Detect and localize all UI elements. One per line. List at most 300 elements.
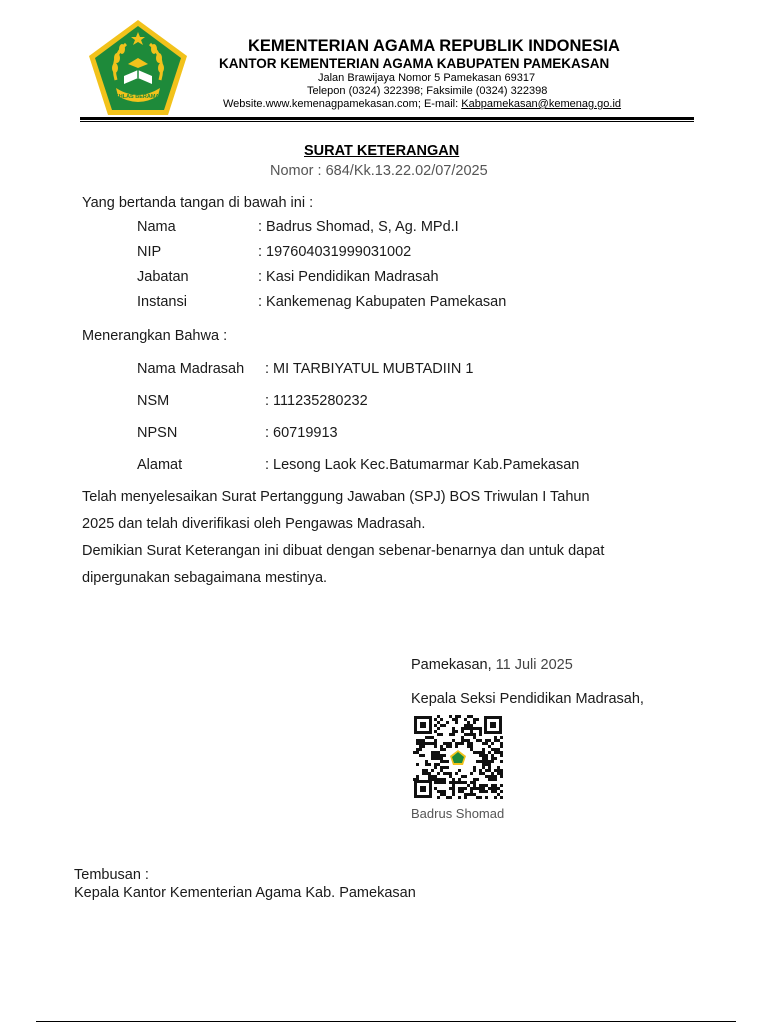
qr-module <box>479 772 482 775</box>
qr-module <box>497 772 500 775</box>
qr-module <box>467 784 470 787</box>
qr-module <box>440 769 443 772</box>
qr-module <box>488 745 491 748</box>
qr-module <box>425 742 428 745</box>
qr-module <box>485 739 488 742</box>
qr-module <box>479 733 482 736</box>
qr-module <box>476 727 479 730</box>
qr-module <box>443 772 446 775</box>
qr-module <box>500 775 503 778</box>
school-address-value: : Lesong Laok Kec.Batumarmar Kab.Pamekasan <box>265 457 580 473</box>
qr-module <box>434 775 437 778</box>
qr-module <box>476 778 479 781</box>
qr-module <box>446 721 449 724</box>
qr-module <box>425 760 428 763</box>
qr-module <box>452 787 455 790</box>
qr-module <box>479 769 482 772</box>
qr-module <box>443 766 446 769</box>
qr-module <box>464 718 467 721</box>
signer-name-label: Nama <box>137 219 176 235</box>
qr-module <box>500 742 503 745</box>
qr-module <box>434 739 437 742</box>
qr-module <box>488 739 491 742</box>
qr-module <box>476 787 479 790</box>
qr-module <box>443 781 446 784</box>
qr-module <box>467 733 470 736</box>
qr-module <box>500 796 503 799</box>
qr-module <box>470 727 473 730</box>
qr-module <box>437 772 440 775</box>
qr-module <box>416 763 419 766</box>
school-name-label: Nama Madrasah <box>137 361 245 377</box>
qr-module <box>494 757 497 760</box>
signature-date: 11 Juli 2025 <box>491 657 573 673</box>
qr-module <box>491 775 494 778</box>
qr-module <box>431 775 434 778</box>
qr-module <box>437 778 440 781</box>
qr-module <box>470 742 473 745</box>
qr-module <box>500 736 503 739</box>
qr-module <box>416 742 419 745</box>
qr-module <box>434 730 437 733</box>
qr-module <box>470 733 473 736</box>
qr-module <box>431 742 434 745</box>
qr-module <box>473 727 476 730</box>
signature-position: Kepala Seksi Pendidikan Madrasah, <box>411 691 644 707</box>
qr-module <box>494 739 497 742</box>
qr-module <box>485 757 488 760</box>
qr-module <box>461 742 464 745</box>
qr-module <box>500 745 503 748</box>
school-nsm-label: NSM <box>137 393 170 409</box>
qr-module <box>491 790 494 793</box>
signer-name: Badrus Shomad <box>411 806 505 821</box>
qr-module <box>479 784 482 787</box>
qr-module <box>437 727 440 730</box>
qr-module <box>485 760 488 763</box>
school-nsm-value: : 111235280232 <box>265 393 368 409</box>
qr-module <box>479 790 482 793</box>
qr-module <box>491 754 494 757</box>
qr-module <box>458 769 461 772</box>
qr-module <box>449 742 452 745</box>
qr-module <box>449 781 452 784</box>
qr-module <box>485 784 488 787</box>
qr-module <box>494 778 497 781</box>
qr-module <box>482 757 485 760</box>
qr-module <box>452 778 455 781</box>
qr-module <box>485 754 488 757</box>
qr-module <box>476 751 479 754</box>
qr-module <box>437 751 440 754</box>
office-web <box>223 98 621 110</box>
qr-module <box>452 739 455 742</box>
qr-module <box>482 742 485 745</box>
qr-module <box>470 748 473 751</box>
states-heading: Menerangkan Bahwa : <box>82 328 228 344</box>
qr-module <box>440 793 443 796</box>
qr-module <box>419 745 422 748</box>
qr-module <box>443 790 446 793</box>
qr-module <box>464 793 467 796</box>
office-address: Jalan Brawijaya Nomor 5 Pamekasan 69317 <box>318 72 536 84</box>
qr-module <box>449 772 452 775</box>
qr-module <box>497 787 500 790</box>
qr-module <box>422 754 425 757</box>
qr-module <box>461 736 464 739</box>
paragraph-line: dipergunakan sebagaimana mestinya. <box>82 570 328 586</box>
qr-module <box>446 796 449 799</box>
qr-module <box>458 781 461 784</box>
qr-module <box>461 781 464 784</box>
signer-name-value: : Badrus Shomad, S, Ag. MPd.I <box>258 219 459 235</box>
qr-module <box>464 727 467 730</box>
qr-module <box>455 745 458 748</box>
ministry-logo <box>86 18 190 118</box>
signer-nip-value: : 197604031999031002 <box>258 244 412 260</box>
qr-module <box>500 769 503 772</box>
qr-module <box>449 796 452 799</box>
seal-motto: IKHLAS BERAMAL <box>113 94 163 100</box>
qr-module <box>419 739 422 742</box>
header-rule <box>80 117 694 120</box>
footer-rule <box>36 1021 736 1022</box>
qr-module <box>500 784 503 787</box>
qr-module <box>434 745 437 748</box>
email-link[interactable]: Kabpamekasan@kemenag.go.id <box>461 98 622 110</box>
qr-module <box>455 715 458 718</box>
qr-module <box>473 751 476 754</box>
qr-module <box>428 775 431 778</box>
qr-module <box>488 778 491 781</box>
qr-module <box>440 766 443 769</box>
qr-module <box>440 754 443 757</box>
signature-place-date <box>411 657 573 673</box>
qr-module <box>494 775 497 778</box>
qr-module <box>494 784 497 787</box>
qr-module <box>446 760 449 763</box>
qr-module <box>467 793 470 796</box>
qr-module <box>482 787 485 790</box>
qr-module <box>485 769 488 772</box>
qr-module <box>437 754 440 757</box>
qr-module <box>437 781 440 784</box>
qr-module <box>452 733 455 736</box>
qr-module <box>416 739 419 742</box>
qr-module <box>497 766 500 769</box>
qr-module <box>473 778 476 781</box>
qr-module <box>455 721 458 724</box>
qr-module <box>434 778 437 781</box>
qr-module <box>452 730 455 733</box>
qr-module <box>470 730 473 733</box>
qr-module <box>461 727 464 730</box>
qr-module <box>461 790 464 793</box>
qr-module <box>431 754 434 757</box>
qr-module <box>488 751 491 754</box>
qr-module <box>500 790 503 793</box>
qr-module <box>494 748 497 751</box>
qr-module <box>482 748 485 751</box>
qr-module <box>485 775 488 778</box>
qr-module <box>434 763 437 766</box>
qr-module <box>416 751 419 754</box>
qr-module <box>491 757 494 760</box>
qr-module <box>482 760 485 763</box>
qr-module <box>494 751 497 754</box>
qr-module <box>470 790 473 793</box>
qr-module <box>482 751 485 754</box>
signature-place: Pamekasan, <box>411 657 492 673</box>
qr-module <box>455 742 458 745</box>
qr-module <box>440 778 443 781</box>
qr-module <box>479 754 482 757</box>
qr-module <box>446 742 449 745</box>
qr-module <box>464 739 467 742</box>
qr-module <box>476 718 479 721</box>
qr-module <box>446 766 449 769</box>
qr-module <box>491 784 494 787</box>
qr-module <box>443 760 446 763</box>
qr-module <box>434 781 437 784</box>
qr-module <box>425 763 428 766</box>
qr-module <box>440 745 443 748</box>
qr-module <box>470 715 473 718</box>
qr-module <box>431 769 434 772</box>
qr-module <box>482 754 485 757</box>
qr-module <box>434 751 437 754</box>
qr-module <box>467 721 470 724</box>
qr-module <box>443 754 446 757</box>
school-npsn-value: : 60719913 <box>265 425 338 441</box>
header-rule-thin <box>80 121 694 122</box>
qr-module <box>449 787 452 790</box>
qr-module <box>473 787 476 790</box>
qr-module <box>434 742 437 745</box>
qr-module <box>485 790 488 793</box>
qr-module <box>440 781 443 784</box>
qr-module <box>479 739 482 742</box>
qr-module <box>428 772 431 775</box>
qr-module <box>482 763 485 766</box>
qr-module <box>485 796 488 799</box>
qr-module <box>470 787 473 790</box>
qr-module <box>431 736 434 739</box>
paragraph-line: Telah menyelesaikan Surat Pertanggung Jawaban (SPJ) BOS Triwulan I Tahun <box>82 489 590 505</box>
qr-module <box>440 757 443 760</box>
qr-module <box>425 769 428 772</box>
qr-module <box>458 796 461 799</box>
copy-recipient: Kepala Kantor Kementerian Agama Kab. Pamekasan <box>74 885 416 901</box>
qr-module <box>449 733 452 736</box>
qr-module <box>443 748 446 751</box>
copy-heading: Tembusan : <box>74 867 149 883</box>
qr-module <box>497 769 500 772</box>
qr-module <box>458 787 461 790</box>
qr-module <box>473 793 476 796</box>
qr-module <box>431 751 434 754</box>
qr-module <box>479 751 482 754</box>
qr-module <box>485 742 488 745</box>
qr-module <box>491 748 494 751</box>
qr-module <box>434 718 437 721</box>
qr-module <box>482 766 485 769</box>
office-phone: Telepon (0324) 322398; Faksimile (0324) 322398 <box>307 85 548 97</box>
qr-module <box>488 766 491 769</box>
qr-module <box>458 742 461 745</box>
qr-module <box>443 724 446 727</box>
qr-module <box>470 793 473 796</box>
qr-module <box>461 739 464 742</box>
qr-module <box>479 787 482 790</box>
qr-module <box>470 781 473 784</box>
qr-module <box>434 757 437 760</box>
qr-module <box>419 742 422 745</box>
qr-module <box>497 748 500 751</box>
qr-module <box>488 769 491 772</box>
qr-module <box>434 754 437 757</box>
qr-module <box>434 724 437 727</box>
qr-module <box>425 772 428 775</box>
qr-module <box>428 742 431 745</box>
qr-module <box>497 751 500 754</box>
qr-module <box>449 715 452 718</box>
qr-module <box>470 745 473 748</box>
signer-nip-label: NIP <box>137 244 162 260</box>
school-npsn-label: NPSN <box>137 425 178 441</box>
intro-text: Yang bertanda tangan di bawah ini : <box>82 195 314 211</box>
document-number: Nomor : 684/Kk.13.22.02/07/2025 <box>270 163 488 179</box>
qr-module <box>440 790 443 793</box>
qr-module <box>482 790 485 793</box>
qr-module <box>461 730 464 733</box>
qr-module <box>461 787 464 790</box>
qr-module <box>434 766 437 769</box>
qr-module <box>449 775 452 778</box>
qr-module <box>467 745 470 748</box>
signer-position-value: : Kasi Pendidikan Madrasah <box>258 269 439 285</box>
qr-module <box>428 736 431 739</box>
qr-module <box>485 763 488 766</box>
qr-module <box>479 727 482 730</box>
qr-module <box>419 754 422 757</box>
qr-module <box>488 763 491 766</box>
qr-module <box>491 787 494 790</box>
qr-module <box>440 718 443 721</box>
qr-module <box>473 784 476 787</box>
qr-module <box>500 760 503 763</box>
qr-module <box>491 772 494 775</box>
qr-code-signature <box>413 715 503 799</box>
qr-module <box>479 760 482 763</box>
qr-module <box>467 724 470 727</box>
office-name: KANTOR KEMENTERIAN AGAMA KABUPATEN PAMEKASAN <box>219 56 610 71</box>
qr-module <box>476 739 479 742</box>
qr-module <box>413 751 416 754</box>
qr-module <box>452 718 455 721</box>
qr-module <box>482 772 485 775</box>
qr-module <box>440 733 443 736</box>
qr-module <box>464 787 467 790</box>
qr-module <box>461 775 464 778</box>
qr-module <box>440 760 443 763</box>
qr-module <box>464 796 467 799</box>
qr-module <box>422 739 425 742</box>
qr-module <box>437 763 440 766</box>
qr-module <box>437 790 440 793</box>
qr-module <box>482 784 485 787</box>
qr-module <box>470 724 473 727</box>
qr-module <box>428 763 431 766</box>
qr-module <box>446 745 449 748</box>
qr-module <box>440 724 443 727</box>
qr-module <box>470 772 473 775</box>
qr-module <box>449 745 452 748</box>
qr-module <box>464 781 467 784</box>
qr-module <box>488 787 491 790</box>
qr-module <box>416 748 419 751</box>
qr-module <box>422 745 425 748</box>
qr-module <box>422 769 425 772</box>
qr-module <box>422 742 425 745</box>
qr-module <box>458 715 461 718</box>
qr-module <box>464 724 467 727</box>
qr-module <box>467 727 470 730</box>
qr-module <box>497 739 500 742</box>
qr-module <box>473 769 476 772</box>
qr-module <box>494 796 497 799</box>
qr-module <box>434 787 437 790</box>
qr-module <box>473 721 476 724</box>
qr-module <box>416 775 419 778</box>
qr-module <box>473 733 476 736</box>
qr-module <box>452 784 455 787</box>
qr-module <box>440 748 443 751</box>
qr-module <box>473 766 476 769</box>
qr-module <box>497 793 500 796</box>
qr-module <box>479 796 482 799</box>
qr-module <box>491 742 494 745</box>
qr-module <box>452 727 455 730</box>
qr-module <box>455 730 458 733</box>
qr-module <box>425 736 428 739</box>
qr-module <box>443 793 446 796</box>
qr-module <box>431 757 434 760</box>
qr-module <box>494 787 497 790</box>
qr-module <box>473 781 476 784</box>
qr-module <box>419 748 422 751</box>
qr-module <box>452 790 455 793</box>
qr-module <box>458 790 461 793</box>
signer-institution-label: Instansi <box>137 294 187 310</box>
website-text: Website.www.kemenagpamekasan.com; E-mail: <box>223 98 462 110</box>
school-address-label: Alamat <box>137 457 183 473</box>
qr-module <box>488 760 491 763</box>
qr-module <box>467 715 470 718</box>
qr-module <box>437 733 440 736</box>
qr-module <box>455 781 458 784</box>
qr-module <box>464 733 467 736</box>
school-name-value: : MI TARBIYATUL MUBTADIIN 1 <box>265 361 474 377</box>
qr-module <box>494 790 497 793</box>
qr-module <box>476 796 479 799</box>
qr-module <box>491 778 494 781</box>
paragraph-line: 2025 dan telah diverifikasi oleh Pengawas Madrasah. <box>82 516 426 532</box>
document-title: SURAT KETERANGAN <box>304 143 460 159</box>
signer-position-label: Jabatan <box>137 269 189 285</box>
qr-module <box>500 772 503 775</box>
qr-module <box>452 793 455 796</box>
